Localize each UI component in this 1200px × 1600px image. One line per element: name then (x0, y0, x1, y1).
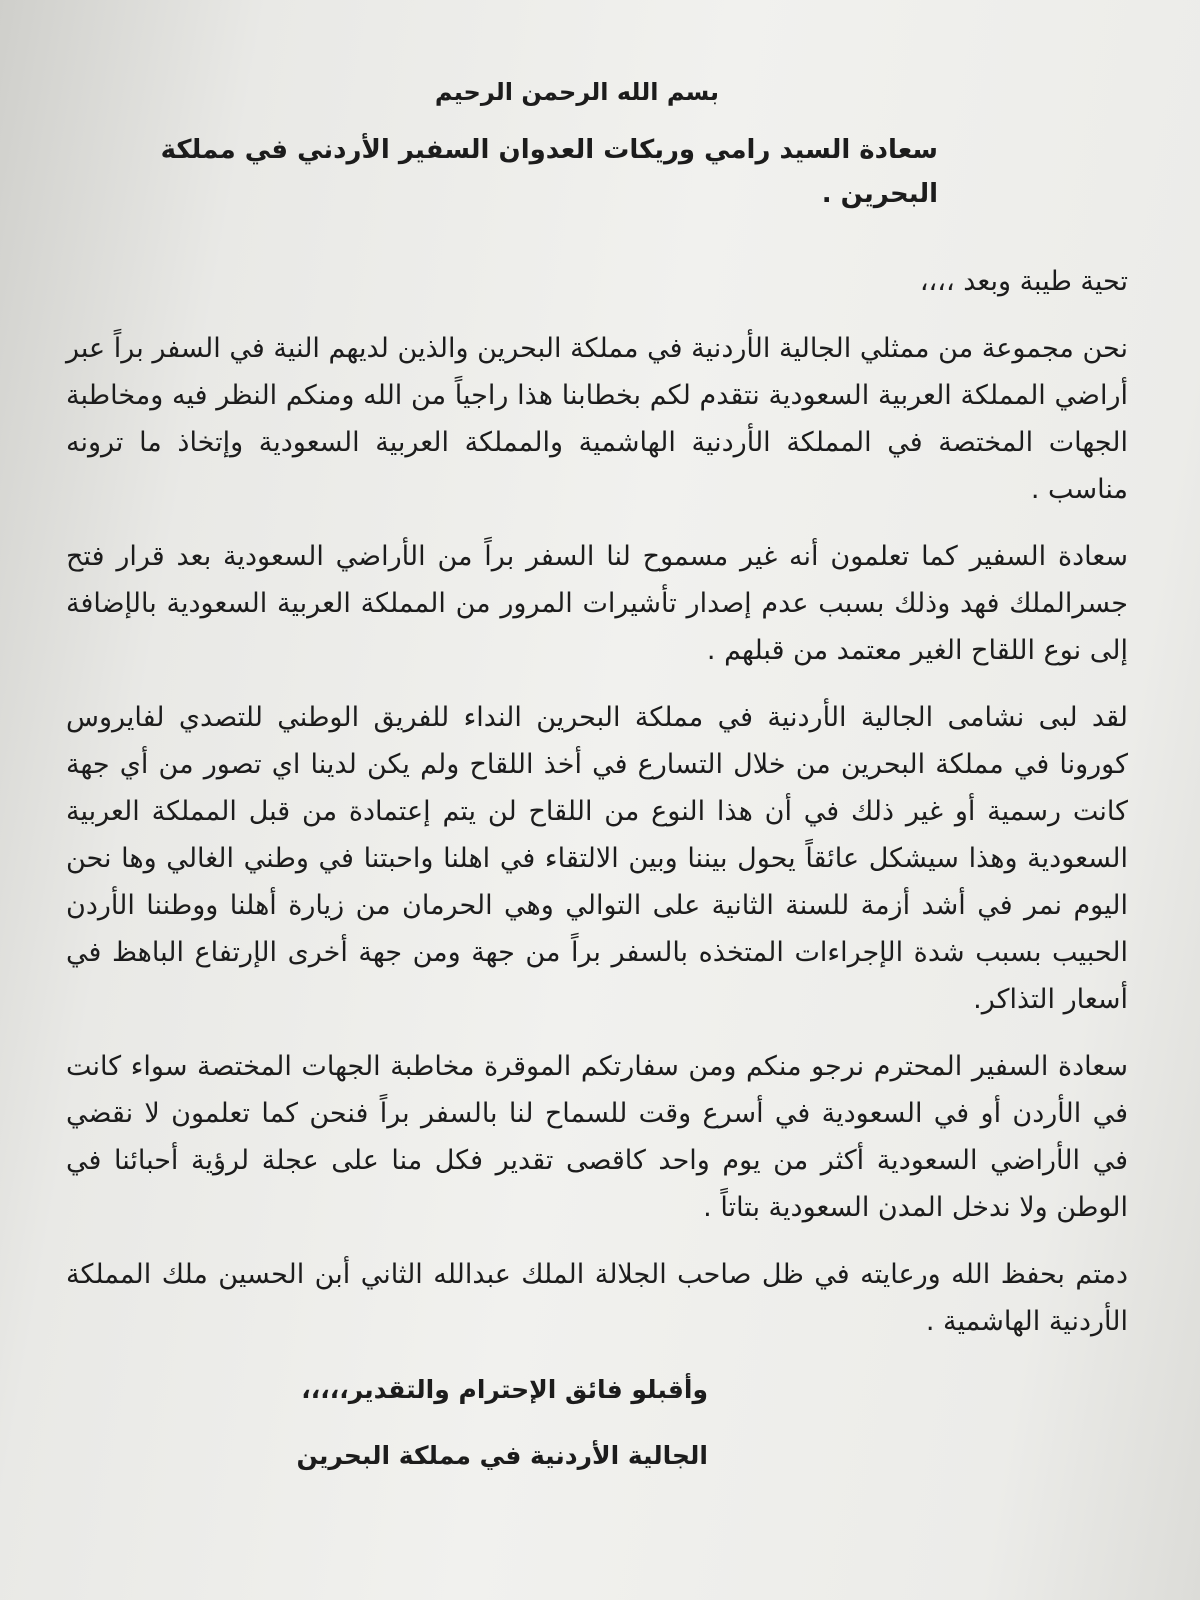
recipient-line: سعادة السيد رامي وريكات العدوان السفير الأردني في مملكة البحرين . (160, 135, 938, 209)
greeting-line: تحية طيبة وبعد ،،،، (919, 266, 1128, 297)
paragraph-travel-restriction: سعادة السفير كما تعلمون أنه غير مسموح لنا السفر براً من الأراضي السعودية بعد قرار فتح جسرالملك فهد وذلك بسبب عدم إصدار تأشيرات المرور من المملكة العربية السعودية بالإضافة إلى نوع اللقاح الغير معتمد من قبلهم . (66, 541, 1128, 666)
paragraph-intro: نحن مجموعة من ممثلي الجالية الأردنية في مملكة البحرين والذين لديهم النية في السفر براً عبر أراضي المملكة العربية السعودية نتقدم لكم بخطابنا هذا راجياً من الله ومنكم النظر فيه ومخاطبة الجهات المختصة في المملكة الأردنية الهاشمية والمملكة العربية السعودية وإتخاذ ما ترونه مناسب . (66, 333, 1128, 505)
paragraph-blessing: دمتم بحفظ الله ورعايته في ظل صاحب الجلالة الملك عبدالله الثاني أبن الحسين ملك المملكة الأردنية الهاشمية . (66, 1259, 1128, 1337)
paragraph-request: سعادة السفير المحترم نرجو منكم ومن سفارتكم الموقرة مخاطبة الجهات المختصة سواء كانت في الأردن أو في السعودية في أسرع وقت للسماح لنا بالسفر براً فنحن كما تعلمون لا نقضي في الأراضي السعودية أكثر من يوم واحد كاقصى تقدير فكل منا على عجلة لرؤية أحبائنا في الوطن ولا ندخل المدن السعودية بتاتاً . (66, 1051, 1128, 1223)
closing-line: وأقبلو فائق الإحترام والتقدير،،،،، (301, 1375, 708, 1404)
signature-line: الجالية الأردنية في مملكة البحرين (296, 1441, 708, 1470)
paragraph-vaccination: لقد لبى نشامى الجالية الأردنية في مملكة البحرين النداء للفريق الوطني للتصدي لفايروس كورونا في مملكة البحرين من خلال التسارع في أخذ اللقاح ولم يكن لدينا اي تصور من أي جهة كانت رسمية أو غير ذلك في أن هذا النوع من اللقاح لن يتم إعتمادة من قبل المملكة العربية السعودية وهذا سيشكل عائقاً يحول بيننا وبين الالتقاء في اهلنا واحبتنا في وطني الغالي وها نحن اليوم نمر في أشد أزمة للسنة الثانية على التوالي وهي الحرمان من زيارة أهلنا ووطننا الأردن الحبيب بسبب شدة الإجراءات المتخذه بالسفر براً من جهة ومن جهة أخرى الإرتفاع الباهظ في أسعار التذاكر. (66, 702, 1128, 1015)
basmala-heading: بسم الله الرحمن الرحيم (434, 78, 720, 106)
